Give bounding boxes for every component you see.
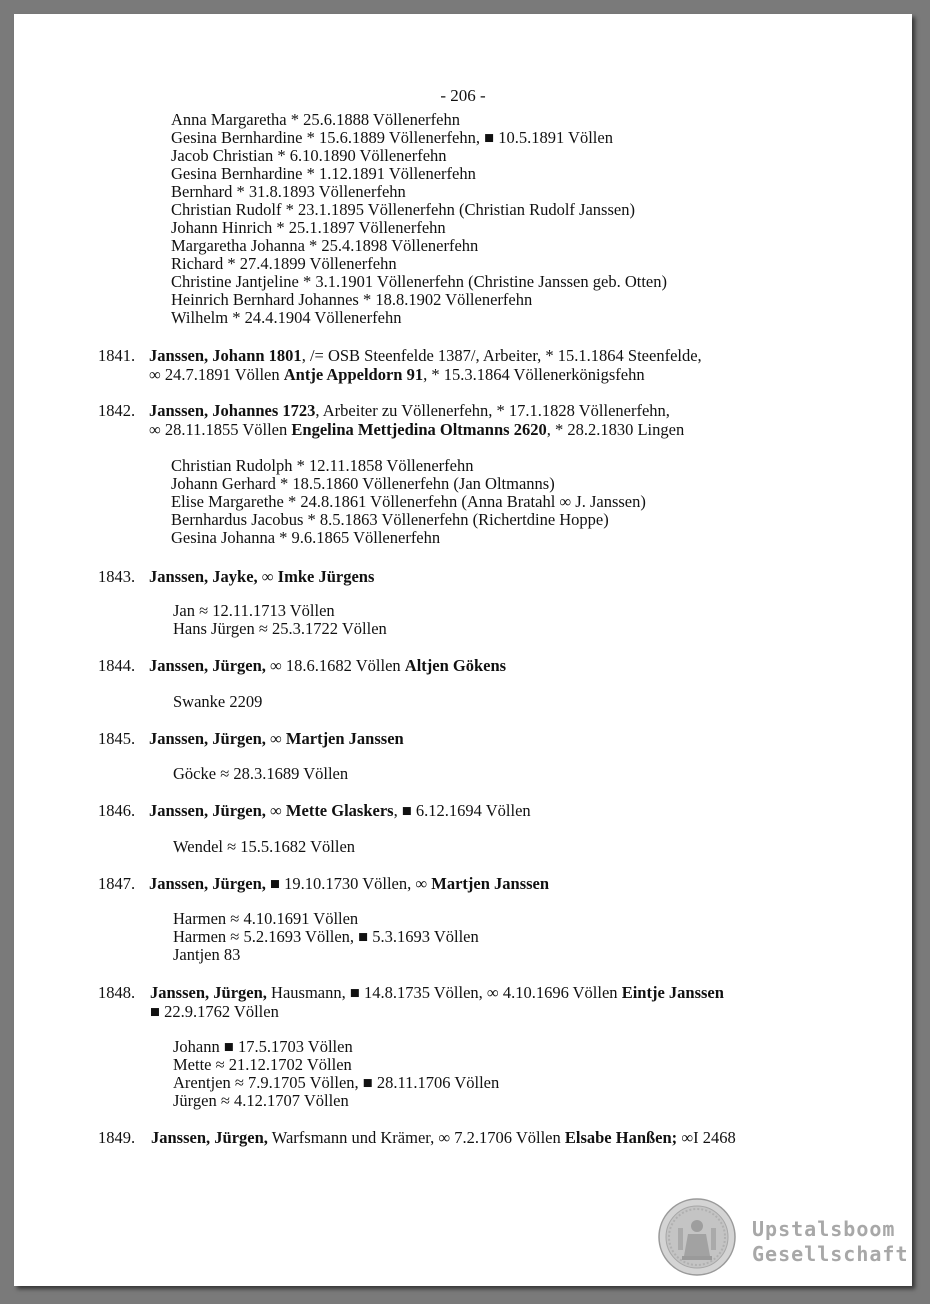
list-item: Mette ≈ 21.12.1702 Völlen [173, 1055, 352, 1074]
list-item: Christian Rudolph * 12.11.1858 Völlenerfehn [171, 456, 474, 475]
entry-line-2 [149, 420, 684, 439]
list-item: Gesina Johanna * 9.6.1865 Völlenerfehn [171, 528, 441, 547]
entry-number: 1841. [98, 346, 136, 365]
person-name: Janssen, Jürgen, [150, 983, 267, 1002]
entry-line-1 [149, 729, 404, 748]
list-item: Margaretha Johanna * 25.4.1898 Völlenerfehn [171, 236, 479, 255]
entry-details: , /= OSB Steenfelde 1387/, Arbeiter, * 15.1.1864 Steenfelde, [301, 346, 702, 365]
entry-number: 1846. [98, 801, 136, 820]
list-item: Wilhelm * 24.4.1904 Völlenerfehn [171, 308, 402, 327]
person-name: Janssen, Johann 1801 [149, 346, 302, 365]
list-item: Arentjen ≈ 7.9.1705 Völlen, ■ 28.11.1706 Völlen [173, 1073, 500, 1092]
entry-details: Hausmann, ■ 14.8.1735 Völlen, ∞ 4.10.1696 Völlen [266, 983, 622, 1002]
person-name: Janssen, Jürgen, [151, 1128, 268, 1147]
list-item: Gesina Bernhardine * 1.12.1891 Völlenerfehn [171, 164, 476, 183]
list-item: Heinrich Bernhard Johannes * 18.8.1902 Völlenerfehn [171, 290, 533, 309]
entry-line-1 [149, 346, 702, 365]
entry-line-2 [149, 365, 645, 384]
spouse-name: Antje Appeldorn 91 [283, 365, 424, 384]
entry-number: 1843. [98, 567, 136, 586]
watermark-line-2: Gesellschaft [752, 1242, 909, 1266]
marriage-info: ∞ 28.11.1855 Völlen [149, 420, 292, 439]
person-name: Janssen, Jürgen, [149, 656, 266, 675]
entry-details: , Arbeiter zu Völlenerfehn, * 17.1.1828 Völlenerfehn, [315, 401, 670, 420]
list-item: Bernhardus Jacobus * 8.5.1863 Völlenerfehn (Richertdine Hoppe) [171, 510, 609, 529]
entry-line-1 [150, 983, 724, 1002]
list-item: Anna Margaretha * 25.6.1888 Völlenerfehn [171, 110, 460, 129]
entry-number: 1849. [98, 1128, 136, 1147]
entry-line-1 [149, 656, 506, 675]
list-item: Harmen ≈ 4.10.1691 Völlen [173, 909, 359, 928]
list-item: Jantjen 83 [173, 945, 241, 964]
list-item: Elise Margarethe * 24.8.1861 Völlenerfehn (Anna Bratahl ∞ J. Janssen) [171, 492, 646, 511]
list-item: Bernhard * 31.8.1893 Völlenerfehn [171, 182, 406, 201]
entry-line-1 [149, 801, 531, 820]
spouse-name: Martjen Janssen [285, 729, 404, 748]
list-item: Harmen ≈ 5.2.1693 Völlen, ■ 5.3.1693 Völlen [173, 927, 479, 946]
list-item: Jürgen ≈ 4.12.1707 Völlen [173, 1091, 349, 1110]
entry-number: 1842. [98, 401, 136, 420]
page-number: - 206 - [440, 86, 486, 105]
entry-number: 1845. [98, 729, 136, 748]
spouse-details: , * 28.2.1830 Lingen [546, 420, 685, 439]
spouse-name: Eintje Janssen [621, 983, 724, 1002]
entry-details: ■ 19.10.1730 Völlen, ∞ [265, 874, 432, 893]
watermark-line-1: Upstalsboom [752, 1217, 896, 1241]
marriage-info: ∞ 24.7.1891 Völlen [149, 365, 284, 384]
spouse-name: Mette Glaskers [285, 801, 394, 820]
seal-icon [658, 1198, 736, 1276]
spouse-name: Martjen Janssen [431, 874, 550, 893]
list-item: Gesina Bernhardine * 15.6.1889 Völlenerfehn, ■ 10.5.1891 Völlen [171, 128, 613, 147]
entry-details: ∞ 18.6.1682 Völlen [265, 656, 405, 675]
list-item: Jacob Christian * 6.10.1890 Völlenerfehn [171, 146, 447, 165]
marriage-symbol: ∞ [265, 729, 286, 748]
cross-reference: ∞I 2468 [677, 1128, 736, 1147]
list-item: Christian Rudolf * 23.1.1895 Völlenerfehn (Christian Rudolf Janssen) [171, 200, 635, 219]
list-item: Göcke ≈ 28.3.1689 Völlen [173, 764, 349, 783]
entry-line-1 [149, 401, 670, 420]
entry-line-1 [149, 567, 374, 586]
entry-line-1 [151, 1128, 736, 1147]
entry-details: Warfsmann und Krämer, ∞ 7.2.1706 Völlen [267, 1128, 565, 1147]
entry-number: 1848. [98, 983, 136, 1002]
list-item: Johann ■ 17.5.1703 Völlen [173, 1037, 353, 1056]
list-item: Richard * 27.4.1899 Völlenerfehn [171, 254, 397, 273]
list-item: Christine Jantjeline * 3.1.1901 Völlenerfehn (Christine Janssen geb. Otten) [171, 272, 667, 291]
list-item: Johann Gerhard * 18.5.1860 Völlenerfehn (Jan Oltmanns) [171, 474, 555, 493]
spouse-name: Altjen Gökens [404, 656, 507, 675]
person-name: Janssen, Johannes 1723 [149, 401, 316, 420]
list-item: Johann Hinrich * 25.1.1897 Völlenerfehn [171, 218, 446, 237]
list-item: Wendel ≈ 15.5.1682 Völlen [173, 837, 356, 856]
person-name: Janssen, Jayke, [149, 567, 258, 586]
marriage-symbol: ∞ [257, 567, 278, 586]
list-item: Hans Jürgen ≈ 25.3.1722 Völlen [173, 619, 387, 638]
marriage-symbol: ∞ [265, 801, 286, 820]
spouse-name: Imke Jürgens [277, 567, 375, 586]
document-page [14, 14, 912, 1286]
person-name: Janssen, Jürgen, [149, 874, 266, 893]
person-name: Janssen, Jürgen, [149, 801, 266, 820]
person-name: Janssen, Jürgen, [149, 729, 266, 748]
entry-details: , ■ 6.12.1694 Völlen [393, 801, 531, 820]
entry-line-2: ■ 22.9.1762 Völlen [150, 1002, 279, 1021]
list-item: Swanke 2209 [173, 692, 263, 711]
spouse-name: Elsabe Hanßen; [564, 1128, 678, 1147]
entry-number: 1844. [98, 656, 136, 675]
spouse-name: Engelina Mettjedina Oltmanns 2620 [291, 420, 547, 439]
entry-line-1 [149, 874, 549, 893]
list-item: Jan ≈ 12.11.1713 Völlen [173, 601, 335, 620]
spouse-details: , * 15.3.1864 Völlenerkönigsfehn [423, 365, 645, 384]
entry-number: 1847. [98, 874, 136, 893]
